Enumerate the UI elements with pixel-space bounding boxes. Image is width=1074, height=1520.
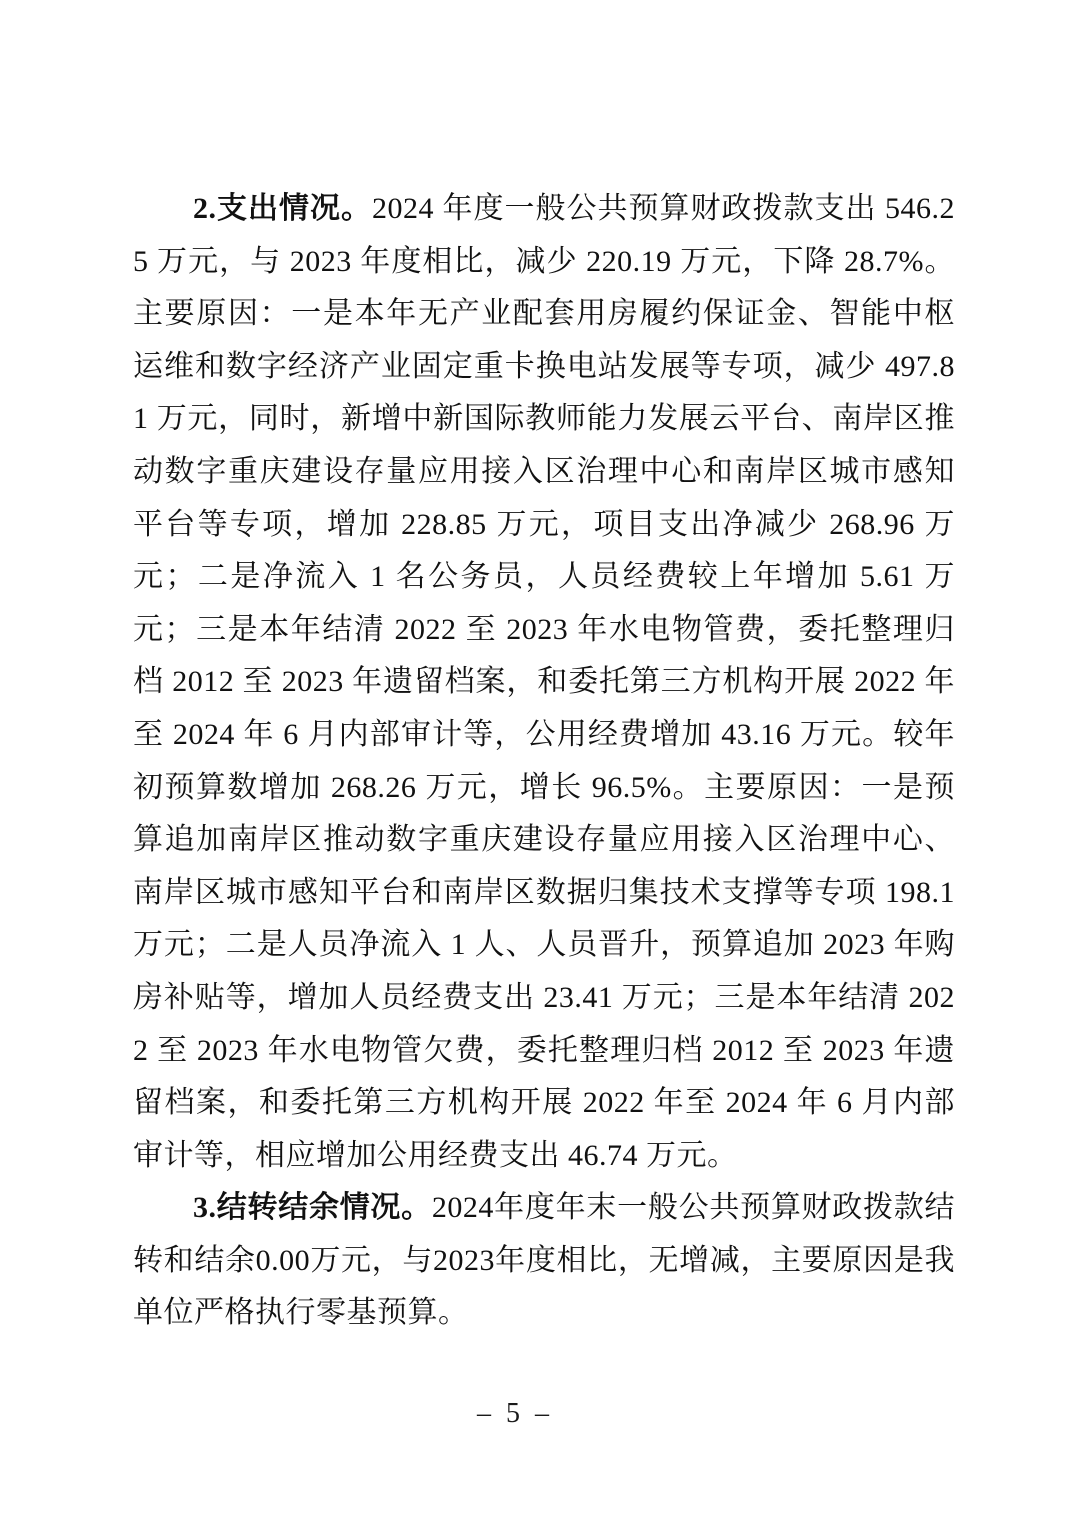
paragraph-carryover-heading: 3.结转结余情况。 [193,1191,432,1225]
paragraph-expenditure-body: 2024 年度一般公共预算财政拨款支出 546.25 万元，与 2023 年度相比，减少 220.19 万元，下降 28.7%。主要原因：一是本年无产业配套用房履约保证金、智能中枢运维和数字经济产业固定重卡换电站发展等专项，减少 497.81 万元，同时，新增中新国际教师能力发展云平台、南岸区推动数字重庆建设存量应用接入区治理中心和南岸区城市感知平台等专项，增加 228.85 万元，项目支出净减少 268.96 万元；二是净流入 1 名公务员，人员经费较上年增加 5.61 万元；三是本年结清 2022 至 2023 年水电物管费，委托整理归档 2012 至 2023 年遗留档案，和委托第三方机构开展 2022 年至 2024 年 6 月内部审计等，公用经费增加 43.16 万元。较年初预算数增加 268.26 万元，增长 96.5%。主要原因：一是预算追加南岸区推动数字重庆建设存量应用接入区治理中心、南岸区城市感知平台和南岸区数据归集技术支撑等专项 198.1 万元；二是人员净流入 1 人、人员晋升，预算追加 2023 年购房补贴等，增加人员经费支出 23.41 万元；三是本年结清 2022 至 2023 年水电物管欠费，委托整理归档 2012 至 2023 年遗留档案，和委托第三方机构开展 2022 年至 2024 年 6 月内部审计等，相应增加公用经费支出 46.74 万元。 [133,192,955,1172]
paragraph-carryover-balance [133,1182,955,1340]
paragraph-carryover-body: 2024年度年末一般公共预算财政拨款结转和结余0.00万元，与2023年度相比，无增减，主要原因是我单位严格执行零基预算。 [133,1191,956,1330]
main-text-block [133,183,955,1340]
paragraph-expenditure [133,183,955,1182]
page-number: – 5 – [477,1398,553,1429]
paragraph-expenditure-heading: 2.支出情况。 [193,192,372,225]
page-footer [0,1398,1074,1430]
